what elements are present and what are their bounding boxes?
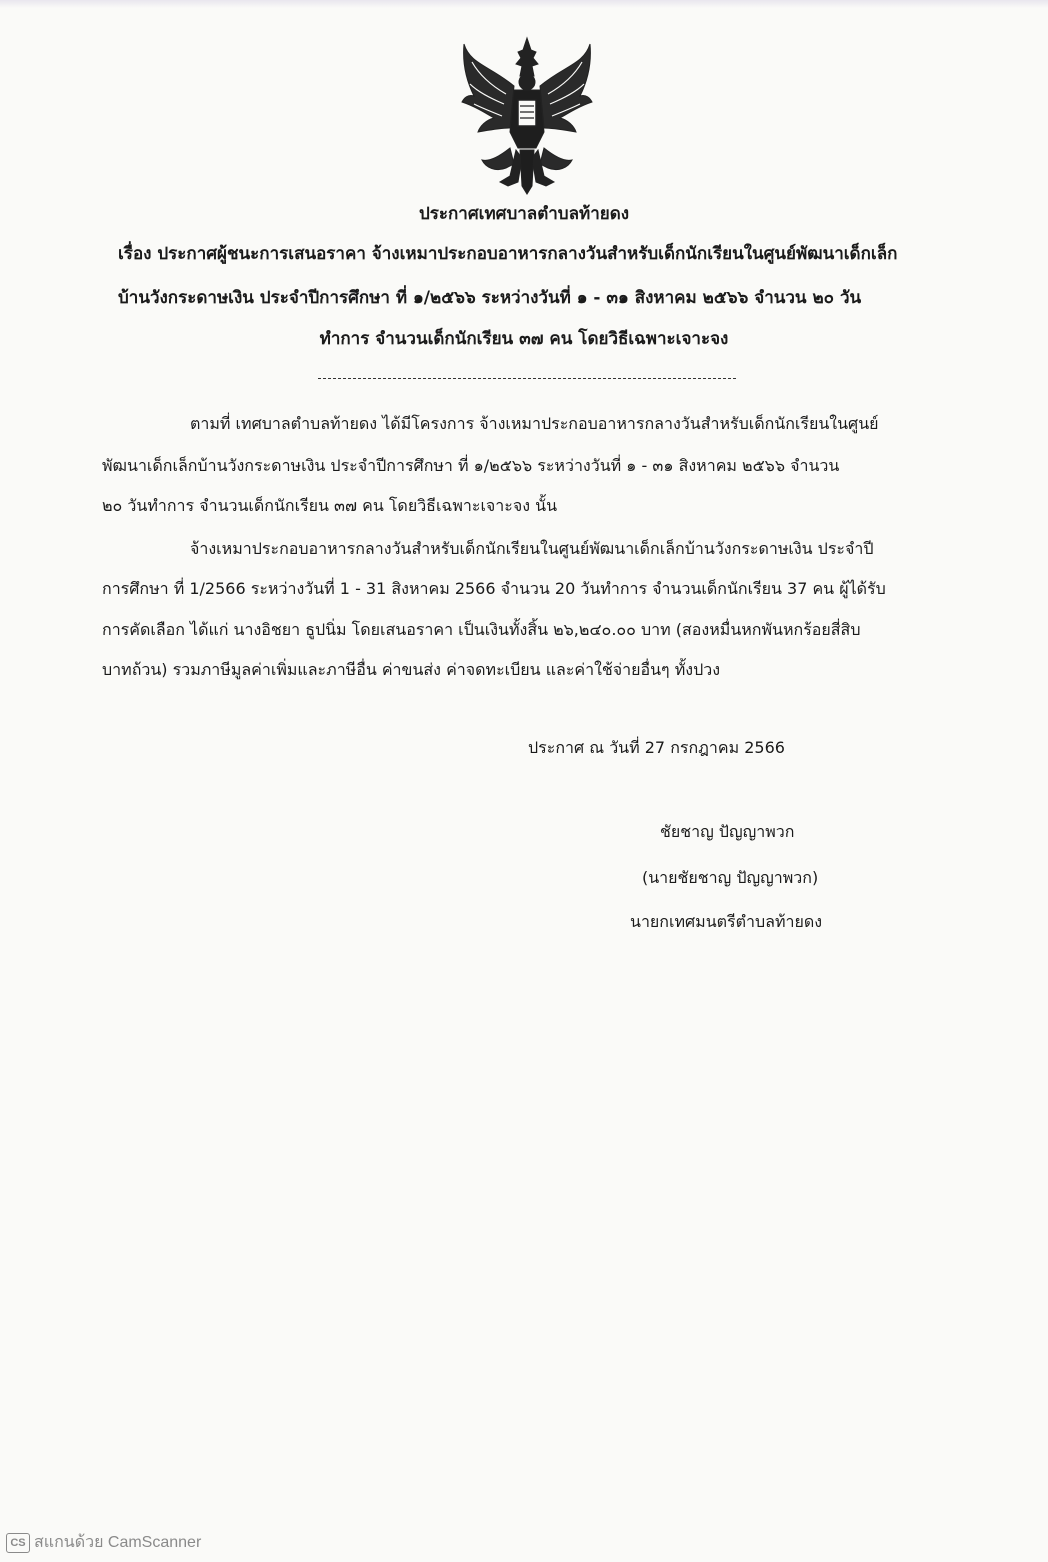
separator-line [318,378,736,379]
paragraph-1-line-1: ตามที่ เทศบาลตำบลท้ายดง ได้มีโครงการ จ้างเหมาประกอบอาหารกลางวันสำหรับเด็กนักเรียนในศูนย์ [190,414,879,433]
paragraph-1-line-3: ๒๐ วันทำการ จำนวนเด็กนักเรียน ๓๗ คน โดยวิธีเฉพาะเจาะจง นั้น [102,496,558,515]
garuda-emblem [460,36,594,196]
paragraph-2-line-2: การศึกษา ที่ 1/2566 ระหว่างวันที่ 1 - 31 สิงหาคม 2566 จำนวน 20 วันทำการ จำนวนเด็กนักเรียน 37 คน ผู้ได้รับ [102,579,886,598]
paragraph-2-line-3: การคัดเลือก ได้แก่ นางอิชยา ธูปนิ่ม โดยเสนอราคา เป็นเงินทั้งสิ้น ๒๖,๒๔๐.๐๐ บาท (สองหมื่นหกพันหกร้อยสี่สิบ [102,620,861,639]
camscanner-logo-icon: CS [6,1533,30,1553]
scan-top-edge [0,0,1048,8]
signature-name: ชัยชาญ ปัญญาพวก [660,822,795,841]
paragraph-2-line-4: บาทถ้วน) รวมภาษีมูลค่าเพิ่มและภาษีอื่น ค่าขนส่ง ค่าจดทะเบียน และค่าใช้จ่ายอื่นๆ ทั้งปวง [102,660,721,679]
signature-full-name: (นายชัยชาญ ปัญญาพวก) [642,868,819,887]
camscanner-text: สแกนด้วย CamScanner [34,1534,202,1551]
subject-line-2: บ้านวังกระดาษเงิน ประจำปีการศึกษา ที่ ๑/๒๕๖๖ ระหว่างวันที่ ๑ - ๓๑ สิงหาคม ๒๕๖๖ จำนวน ๒๐ วัน [118,288,862,308]
subject-line-3: ทำการ จำนวนเด็กนักเรียน ๓๗ คน โดยวิธีเฉพาะเจาะจง [319,329,729,349]
paragraph-1-line-2: พัฒนาเด็กเล็กบ้านวังกระดาษเงิน ประจำปีการศึกษา ที่ ๑/๒๕๖๖ ระหว่างวันที่ ๑ - ๓๑ สิงหาคม ๒๕๖๖ จำนวน [102,456,840,475]
announcement-date: ประกาศ ณ วันที่ 27 กรกฎาคม 2566 [528,738,785,757]
signature-position: นายกเทศมนตรีตำบลท้ายดง [630,912,823,931]
subject-line-1: เรื่อง ประกาศผู้ชนะการเสนอราคา จ้างเหมาประกอบอาหารกลางวันสำหรับเด็กนักเรียนในศูนย์พัฒนาเด็กเล็ก [118,244,898,264]
camscanner-watermark [6,1530,201,1555]
document-title: ประกาศเทศบาลตำบลท้ายดง [418,204,630,224]
paragraph-2-line-1: จ้างเหมาประกอบอาหารกลางวันสำหรับเด็กนักเรียนในศูนย์พัฒนาเด็กเล็กบ้านวังกระดาษเงิน ประจำปี [190,539,874,558]
